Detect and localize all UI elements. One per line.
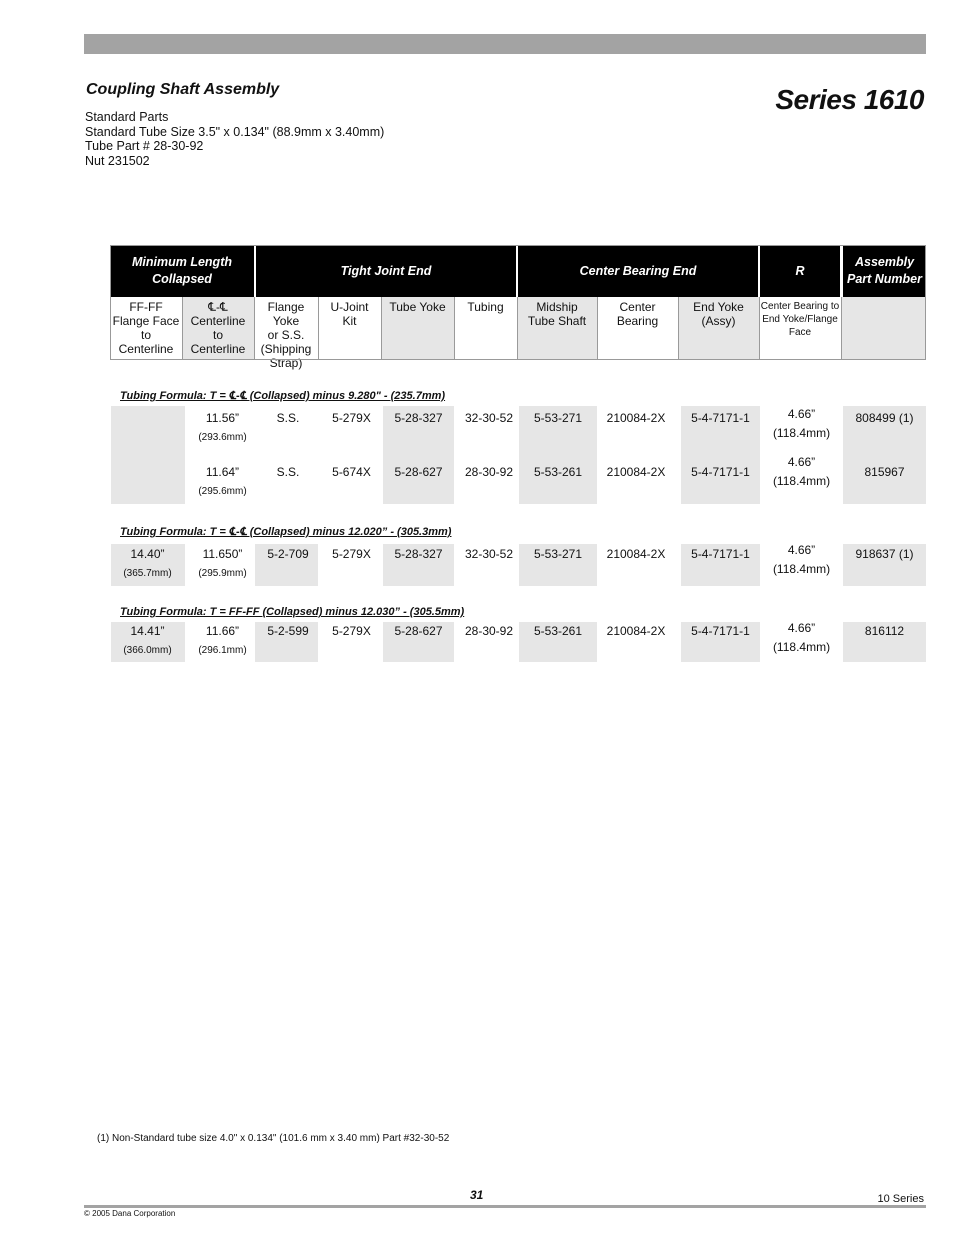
ff-ff-value: 14.40” (365.7mm) bbox=[123, 547, 172, 579]
midship-value: 5-53-261 bbox=[533, 465, 583, 479]
center-bearing-value: 210084-2X bbox=[606, 411, 666, 425]
divider bbox=[841, 297, 842, 360]
col-center-bearing: Center Bearing bbox=[597, 297, 678, 359]
divider bbox=[678, 297, 679, 360]
r-value: 4.66” (118.4mm) bbox=[772, 543, 831, 576]
center-bearing-value: 210084-2X bbox=[606, 624, 666, 638]
tubing-formula: Tubing Formula: T = ℄-℄ (Collapsed) minus 12.020” - (305.3mm) bbox=[120, 526, 452, 538]
col-flange-yoke: Flange Yoke or S.S. (Shipping Strap) bbox=[254, 297, 318, 359]
bottom-rule bbox=[84, 1205, 926, 1208]
col-midship: Midship Tube Shaft bbox=[517, 297, 597, 359]
ujoint-value: 5-279X bbox=[332, 547, 371, 561]
tube-yoke-value: 5-28-327 bbox=[394, 547, 443, 561]
series-title: Series 1610 bbox=[775, 84, 924, 115]
flange-value: S.S. bbox=[276, 465, 300, 479]
ujoint-value: 5-674X bbox=[332, 465, 371, 479]
col-cl-cl: ℄-℄ Centerline to Centerline bbox=[182, 297, 254, 359]
tube-yoke-value: 5-28-627 bbox=[394, 624, 443, 638]
col-assembly bbox=[841, 297, 926, 359]
group-assembly: Assembly Part Number bbox=[843, 245, 926, 297]
cell-bg bbox=[111, 406, 185, 504]
standard-parts-line: Tube Part # 28-30-92 bbox=[85, 139, 204, 153]
copyright: © 2005 Dana Corporation bbox=[84, 1209, 176, 1218]
tubing-value: 28-30-92 bbox=[464, 624, 514, 638]
r-value: 4.66” (118.4mm) bbox=[772, 407, 831, 440]
cl-cl-value: 11.56” (293.6mm) bbox=[198, 411, 247, 443]
standard-parts-line: Standard Parts bbox=[85, 110, 169, 124]
divider bbox=[759, 297, 760, 360]
tube-yoke-value: 5-28-627 bbox=[394, 465, 443, 479]
assembly-part-number: 808499 (1) bbox=[855, 411, 914, 425]
divider bbox=[182, 297, 183, 360]
group-min-length: Minimum Length Collapsed bbox=[110, 245, 254, 297]
divider bbox=[254, 297, 255, 360]
tube-yoke-value: 5-28-327 bbox=[394, 411, 443, 425]
col-r: Center Bearing to End Yoke/Flange Face bbox=[759, 297, 841, 359]
section-title: Coupling Shaft Assembly bbox=[86, 81, 280, 98]
divider bbox=[454, 297, 455, 360]
midship-value: 5-53-261 bbox=[533, 624, 583, 638]
end-yoke-value: 5-4-7171-1 bbox=[691, 547, 750, 561]
midship-value: 5-53-271 bbox=[533, 411, 583, 425]
r-value: 4.66” (118.4mm) bbox=[772, 621, 831, 654]
group-r: R bbox=[760, 245, 840, 297]
page-number: 31 bbox=[470, 1188, 484, 1202]
footnote: (1) Non-Standard tube size 4.0" x 0.134" (101.6 mm x 3.40 mm) Part #32-30-52 bbox=[97, 1133, 450, 1144]
midship-value: 5-53-271 bbox=[533, 547, 583, 561]
table-header bbox=[110, 245, 926, 370]
tubing-formula: Tubing Formula: T = ℄-℄ (Collapsed) minus 9.280" - (235.7mm) bbox=[120, 390, 446, 402]
cl-cl-value: 11.64” (295.6mm) bbox=[198, 465, 247, 497]
tubing-value: 32-30-52 bbox=[464, 411, 514, 425]
col-tubing: Tubing bbox=[454, 297, 517, 359]
ujoint-value: 5-279X bbox=[332, 624, 371, 638]
cl-cl-value: 11.66” (296.1mm) bbox=[198, 624, 247, 656]
col-ujoint: U-Joint Kit bbox=[318, 297, 381, 359]
center-bearing-value: 210084-2X bbox=[606, 465, 666, 479]
group-center-bearing: Center Bearing End bbox=[518, 245, 758, 297]
tubing-value: 32-30-52 bbox=[464, 547, 514, 561]
end-yoke-value: 5-4-7171-1 bbox=[691, 465, 750, 479]
assembly-part-number: 815967 bbox=[864, 465, 905, 479]
tubing-formula: Tubing Formula: T = FF-FF (Collapsed) minus 12.030” - (305.5mm) bbox=[120, 606, 465, 618]
r-value: 4.66” (118.4mm) bbox=[772, 455, 831, 488]
cl-cl-value: 11.650” (295.9mm) bbox=[198, 547, 247, 579]
flange-value: S.S. bbox=[276, 411, 300, 425]
standard-parts-line: Standard Tube Size 3.5" x 0.134" (88.9mm x 3.40mm) bbox=[85, 124, 385, 139]
top-rule bbox=[84, 34, 926, 54]
divider bbox=[517, 297, 518, 360]
col-ff-ff: FF-FF Flange Face to Centerline bbox=[110, 297, 182, 359]
divider bbox=[381, 297, 382, 360]
col-end-yoke: End Yoke (Assy) bbox=[678, 297, 759, 359]
end-yoke-value: 5-4-7171-1 bbox=[691, 411, 750, 425]
flange-value: 5-2-709 bbox=[267, 547, 309, 561]
assembly-part-number: 816112 bbox=[864, 624, 905, 638]
center-bearing-value: 210084-2X bbox=[606, 547, 666, 561]
standard-parts bbox=[85, 110, 384, 168]
divider bbox=[597, 297, 598, 360]
group-tight-joint: Tight Joint End bbox=[256, 245, 516, 297]
col-tube-yoke: Tube Yoke bbox=[381, 297, 454, 359]
end-yoke-value: 5-4-7171-1 bbox=[691, 624, 750, 638]
divider bbox=[318, 297, 319, 360]
standard-parts-line: Nut 231502 bbox=[85, 153, 150, 168]
flange-value: 5-2-599 bbox=[267, 624, 309, 638]
assembly-part-number: 918637 (1) bbox=[855, 547, 914, 561]
ujoint-value: 5-279X bbox=[332, 411, 371, 425]
footer-series: 10 Series bbox=[877, 1193, 924, 1205]
tubing-value: 28-30-92 bbox=[464, 465, 514, 479]
ff-ff-value: 14.41” (366.0mm) bbox=[123, 624, 172, 656]
